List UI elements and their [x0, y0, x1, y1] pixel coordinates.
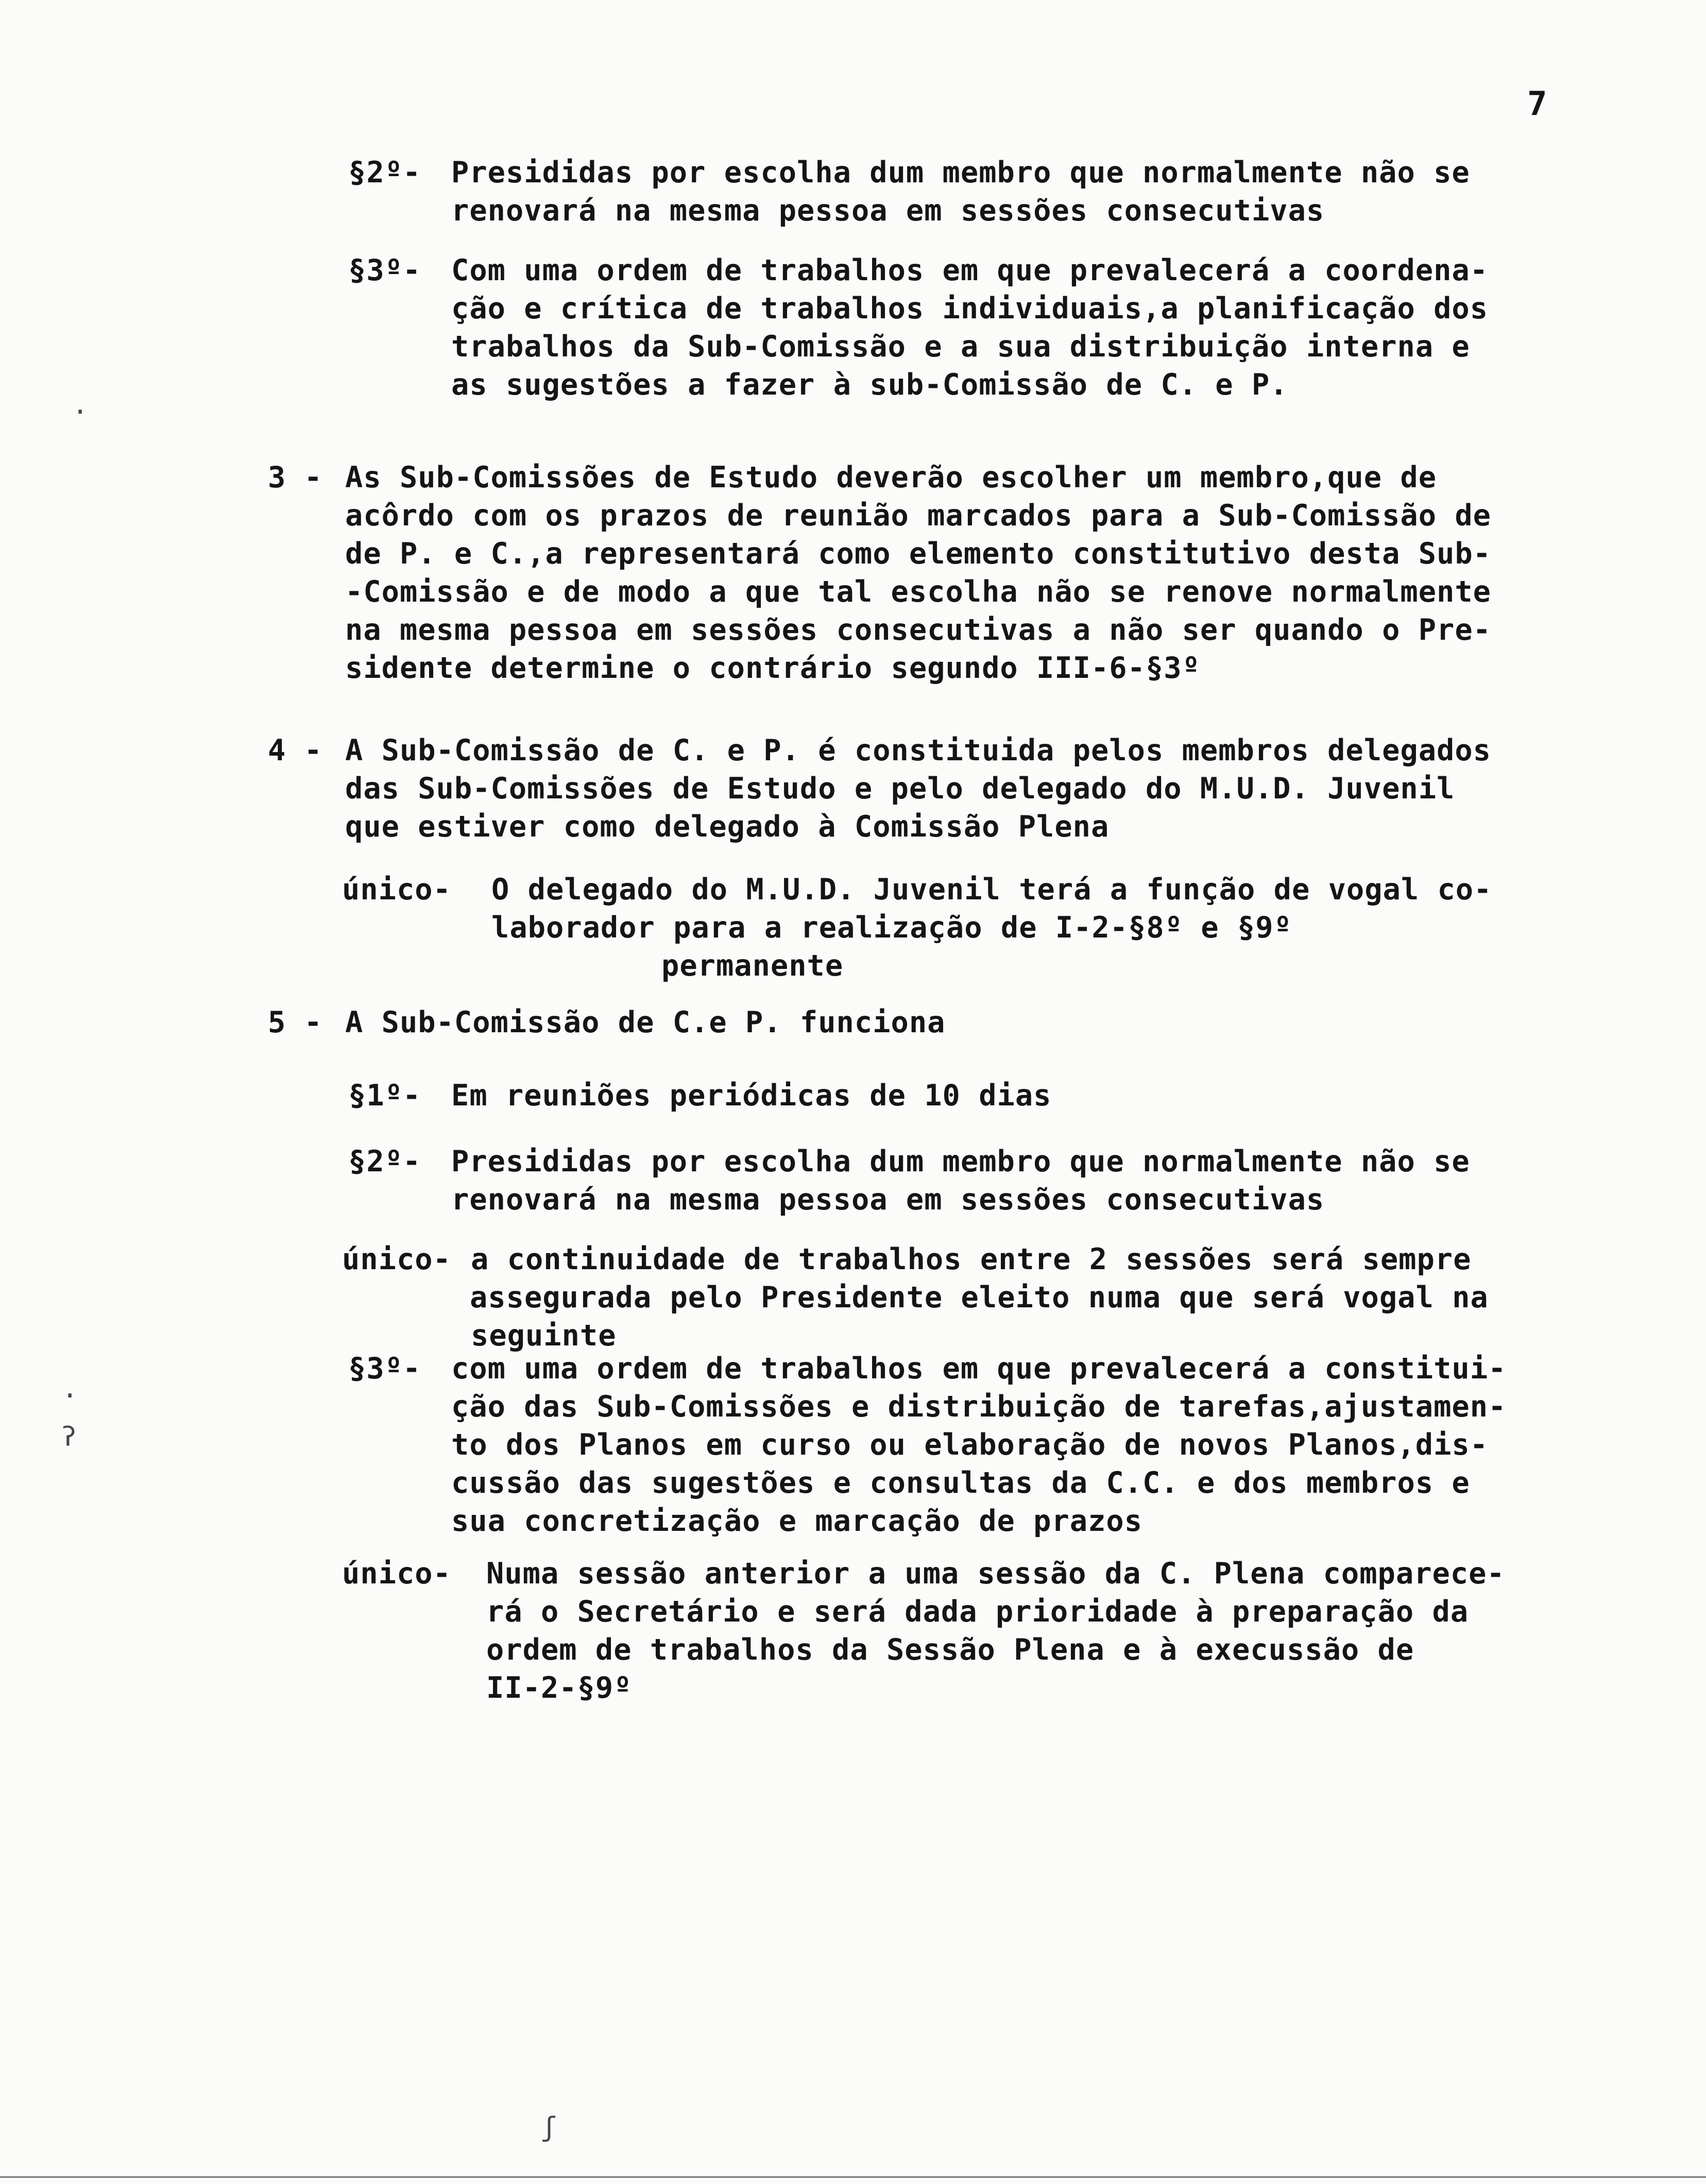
- text-line: Presididas por escolha dum membro que normalmente não se: [451, 156, 1470, 190]
- paragraph-2-top: [348, 153, 1470, 230]
- item-number: 5 -: [268, 1005, 322, 1039]
- paragraph-flag: §3º-: [348, 253, 421, 287]
- text-line: A Sub-Comissão de C. e P. é constituida pelos membros delegados: [345, 733, 1491, 767]
- text-line: ção e crítica de trabalhos individuais,a planificação dos: [451, 292, 1489, 326]
- margin-mark: ʔ: [61, 1422, 77, 1453]
- text-line: sua concretização e marcação de prazos: [451, 1504, 1143, 1538]
- text-line: Numa sessão anterior a uma sessão da C. Plena comparece-: [486, 1557, 1505, 1591]
- text-line: a continuidade de trabalhos entre 2 sessões será sempre: [471, 1242, 1472, 1276]
- unico-paragraph-3: [342, 1555, 1505, 1707]
- text-line: as sugestões a fazer à sub-Comissão de C. e P.: [451, 368, 1288, 402]
- paragraph-flag: único-: [342, 1557, 451, 1591]
- text-line: com uma ordem de trabalhos em que prevalecerá a constitui-: [451, 1352, 1507, 1386]
- text-line: -Comissão e de modo a que tal escolha não se renove normalmente: [345, 575, 1491, 609]
- unico-paragraph-2: [342, 1240, 1489, 1355]
- text-line: que estiver como delegado à Comissão Plena: [345, 810, 1110, 844]
- item-4: [268, 731, 1491, 846]
- scan-speck: ʃ: [541, 2112, 557, 2143]
- text-line: O delegado do M.U.D. Juvenil terá a função de vogal co-: [491, 873, 1492, 907]
- unico-item-4: [342, 871, 1492, 985]
- text-line: to dos Planos em curso ou elaboração de novos Planos,dis-: [451, 1428, 1489, 1462]
- text-line: cussão das sugestões e consultas da C.C. e dos membros e: [451, 1466, 1470, 1500]
- paragraph-flag: §2º-: [348, 1145, 421, 1179]
- text-line: ção das Sub-Comissões e distribuição de tarefas,ajustamen-: [451, 1390, 1507, 1424]
- text-line: Presididas por escolha dum membro que normalmente não se: [451, 1145, 1470, 1179]
- paragraph-flag: único-: [342, 1242, 451, 1276]
- text-line: na mesma pessoa em sessões consecutivas a não ser quando o Pre-: [345, 613, 1491, 647]
- text-line: assegurada pelo Presidente eleito numa que será vogal na: [470, 1281, 1489, 1315]
- text-line: de P. e C.,a representará como elemento constitutivo desta Sub-: [345, 537, 1491, 571]
- paragraph-flag: único-: [342, 873, 451, 907]
- margin-mark: ·: [62, 1380, 78, 1411]
- text-line: trabalhos da Sub-Comissão e a sua distribuição interna e: [451, 330, 1470, 364]
- item-number: 4 -: [268, 733, 322, 767]
- paragraph-flag: §2º-: [348, 156, 421, 190]
- text-line: A Sub-Comissão de C.e P. funciona: [345, 1005, 946, 1039]
- text-line: II-2-§9º: [486, 1671, 632, 1705]
- text-line: ordem de trabalhos da Sessão Plena e à execussão de: [486, 1633, 1414, 1667]
- paragraph-flag: §1º-: [348, 1079, 421, 1113]
- item-3: [268, 458, 1491, 687]
- text-line: renovará na mesma pessoa em sessões consecutivas: [451, 194, 1325, 228]
- scan-edge-line: [0, 2176, 1706, 2178]
- text-line: Com uma ordem de trabalhos em que prevalecerá a coordena-: [451, 253, 1489, 287]
- paragraph-3-item-5: [348, 1350, 1506, 1540]
- paragraph-1: [348, 1077, 1051, 1115]
- text-line: Em reuniões periódicas de 10 dias: [451, 1079, 1052, 1113]
- text-line: permanente: [661, 949, 844, 983]
- text-line: laborador para a realização de I-2-§8º e §9º: [491, 911, 1292, 945]
- punch-hole-mark: ·: [72, 397, 89, 428]
- paragraph-flag: §3º-: [348, 1352, 421, 1386]
- text-line: rá o Secretário e será dada prioridade à preparação da: [486, 1595, 1469, 1629]
- page-number: 7: [1527, 85, 1547, 123]
- text-line: das Sub-Comissões de Estudo e pelo delegado do M.U.D. Juvenil: [345, 772, 1455, 806]
- text-line: seguinte: [471, 1319, 617, 1353]
- item-5: [268, 1003, 945, 1042]
- text-line: renovará na mesma pessoa em sessões consecutivas: [451, 1183, 1325, 1217]
- text-line: acôrdo com os prazos de reunião marcados para a Sub-Comissão de: [345, 499, 1491, 533]
- paragraph-2-item-5: [348, 1142, 1470, 1219]
- item-number: 3 -: [268, 460, 322, 494]
- text-line: As Sub-Comissões de Estudo deverão escolher um membro,que de: [345, 460, 1437, 494]
- text-line: sidente determine o contrário segundo III-6-§3º: [345, 651, 1200, 685]
- paragraph-3-top: [348, 251, 1488, 404]
